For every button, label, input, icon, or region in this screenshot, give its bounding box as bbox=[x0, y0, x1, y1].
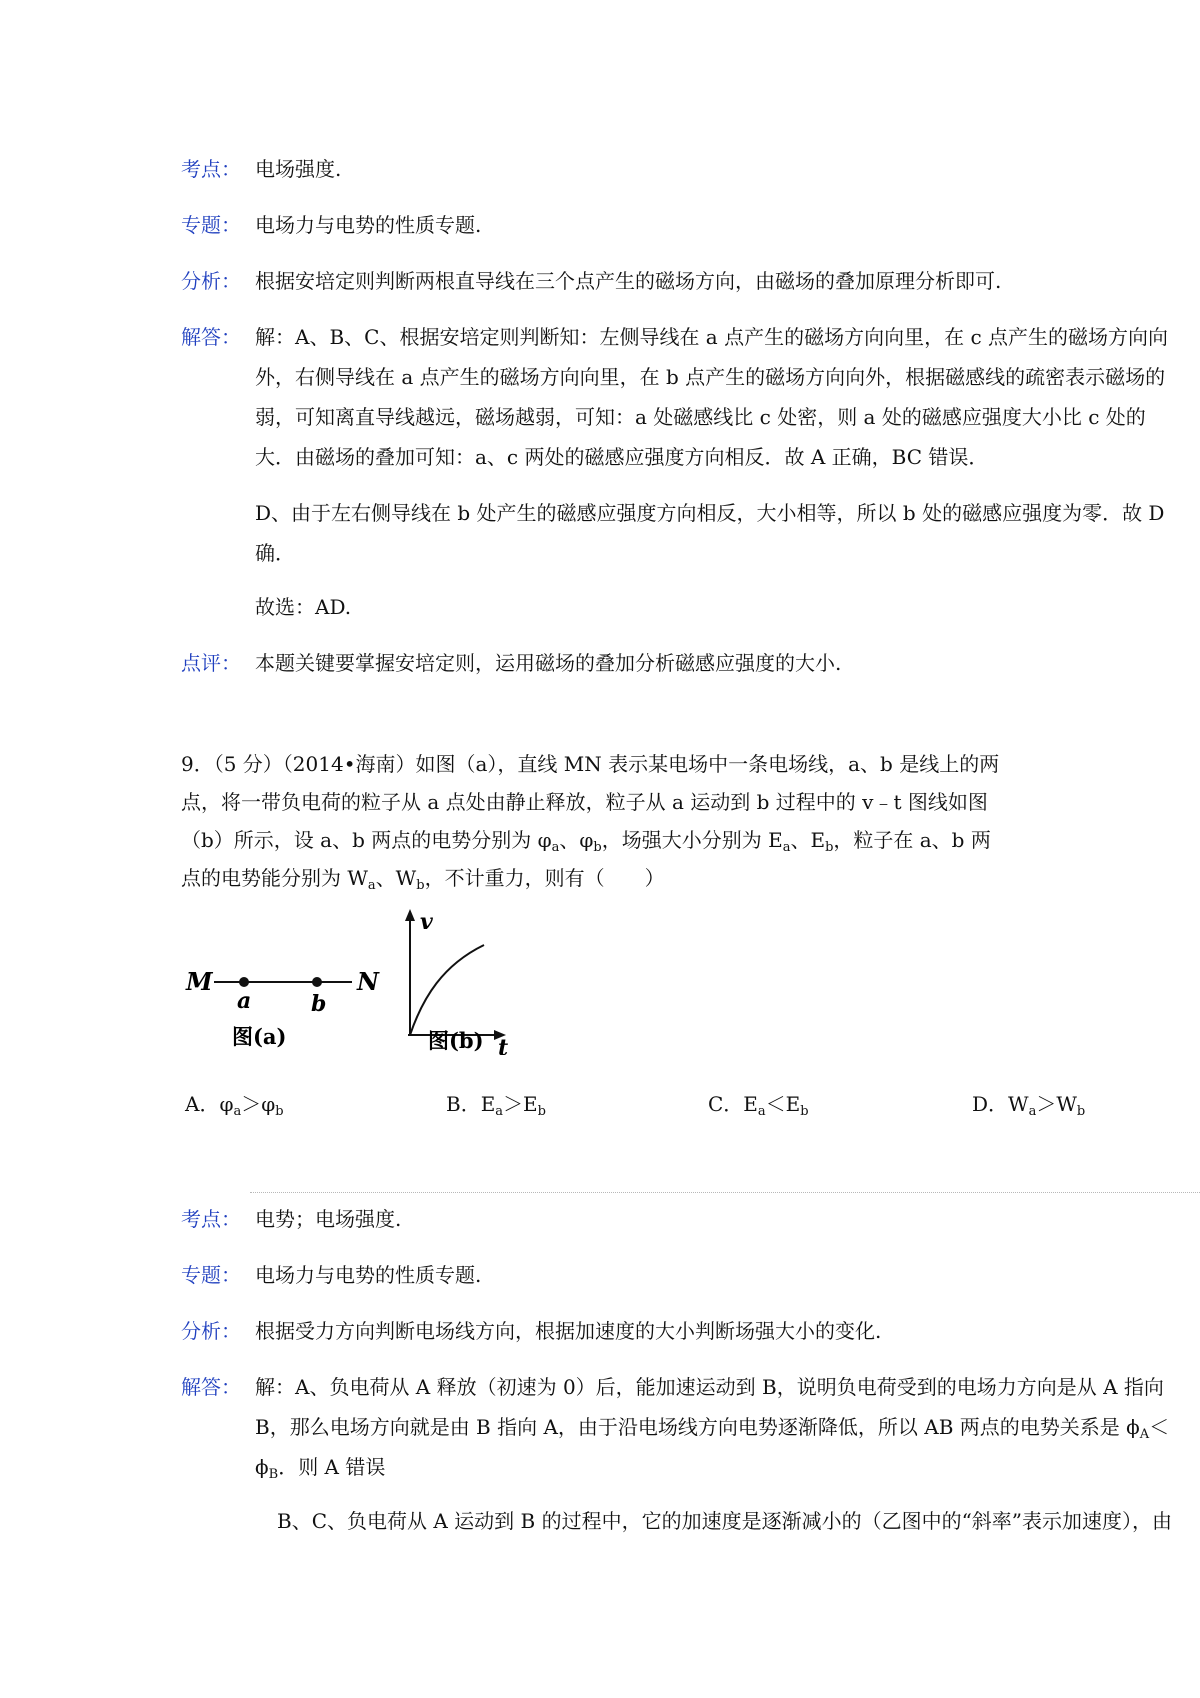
label-b: b bbox=[311, 991, 327, 1017]
option-d: D．$W_a>W_b$ bbox=[972, 1092, 1086, 1119]
jieda-2-line-2: B，那么电场方向就是由 B 指向 A，由于沿电场线方向电势逐渐降低，所以 AB 两点的电势关系是 $\phi_A<$ bbox=[255, 1415, 1170, 1442]
jieda-line-2: 外，右侧导线在 a 点产生的磁场方向向里，在 b 点产生的磁场方向向外，根据磁感线的疏密表示磁场的 bbox=[255, 365, 1166, 389]
zhuanti-2-label: 专题： bbox=[181, 1263, 241, 1287]
question-line-2: 点，将一带负电荷的粒子从 a 点处由静止释放，粒子从 a 运动到 b 过程中的 v﹣t 图线如图 bbox=[181, 790, 988, 814]
v-axis-arrow bbox=[405, 909, 415, 921]
option-a: A．$\varphi_a>\varphi_b$ bbox=[185, 1092, 284, 1119]
v-t-curve bbox=[410, 945, 484, 1035]
caption-a: 图(a) bbox=[232, 1024, 287, 1049]
zhuanti-label: 专题： bbox=[181, 213, 241, 237]
dianping-label: 点评： bbox=[181, 651, 241, 675]
jieda-line-3: 弱，可知离直导线越远，磁场越弱，可知：a 处磁感线比 c 处密，则 a 处的磁感应强度大小比 c 处的 bbox=[255, 405, 1146, 429]
jieda-2-line-3: $\phi_B$．则 A 错误 bbox=[255, 1455, 386, 1482]
kaodian-label: 考点： bbox=[181, 157, 241, 181]
fenxi-label: 分析： bbox=[181, 269, 241, 293]
option-b: B．$E_a>E_b$ bbox=[446, 1092, 546, 1119]
jieda-2-line-4: B、C、负电荷从 A 运动到 B 的过程中，它的加速度是逐渐减小的（乙图中的“斜率”表示加速度），由 bbox=[277, 1509, 1173, 1533]
fenxi-text: 根据安培定则判断两根直导线在三个点产生的磁场方向，由磁场的叠加原理分析即可. bbox=[255, 269, 1002, 293]
fenxi-2-text: 根据受力方向判断电场线方向，根据加速度的大小判断场强大小的变化. bbox=[255, 1319, 882, 1343]
jieda-line-4: 大．由磁场的叠加可知：a、c 两处的磁感应强度方向相反．故 A 正确，BC 错误． bbox=[255, 445, 989, 469]
label-t: t bbox=[498, 1035, 509, 1055]
dianping-text: 本题关键要掌握安培定则，运用磁场的叠加分析磁感应强度的大小. bbox=[255, 651, 842, 675]
section-divider bbox=[250, 1192, 1200, 1193]
jieda-2-line-1: 解：A、负电荷从 A 释放（初速为 0）后，能加速运动到 B，说明负电荷受到的电场力方向是从 A 指向 bbox=[255, 1375, 1164, 1399]
kaodian-text: 电场强度. bbox=[255, 157, 342, 181]
jieda-2-label: 解答： bbox=[181, 1375, 241, 1399]
question-line-1: 9．（5 分）（2014•海南）如图（a），直线 MN 表示某电场中一条电场线，a、b 是线上的两 bbox=[181, 752, 1000, 776]
zhuanti-text: 电场力与电势的性质专题. bbox=[255, 213, 482, 237]
fenxi-2-label: 分析： bbox=[181, 1319, 241, 1343]
label-m: M bbox=[186, 967, 213, 996]
kaodian-2-text: 电势；电场强度. bbox=[255, 1207, 402, 1231]
label-v: v bbox=[420, 909, 433, 935]
point-b-dot bbox=[312, 977, 322, 987]
point-a-dot bbox=[239, 977, 249, 987]
caption-b: 图(b) bbox=[428, 1028, 484, 1053]
question-figure bbox=[180, 905, 540, 1055]
label-n: N bbox=[357, 967, 379, 996]
zhuanti-2-text: 电场力与电势的性质专题. bbox=[255, 1263, 482, 1287]
jieda-answer: 故选：AD. bbox=[255, 595, 352, 619]
question-line-4: 点的电势能分别为 $W_a$、$W_b$，不计重力，则有（ ） bbox=[181, 866, 665, 893]
jieda-line-1: 解：A、B、C、根据安培定则判断知：左侧导线在 a 点产生的磁场方向向里，在 c 点产生的磁场方向向 bbox=[255, 325, 1168, 349]
kaodian-2-label: 考点： bbox=[181, 1207, 241, 1231]
question-line-3: （b）所示，设 a、b 两点的电势分别为 $\varphi_a$、$\varphi_b$，场强大小分别为 $E_a$、$E_b$，粒子在 a、b 两 bbox=[181, 828, 991, 855]
option-c: C．$E_a<E_b$ bbox=[708, 1092, 809, 1119]
jieda-line-6: 确． bbox=[255, 541, 295, 565]
jieda-line-5: D、由于左右侧导线在 b 处产生的磁感应强度方向相反，大小相等，所以 b 处的磁感应强度为零．故 D bbox=[255, 501, 1165, 525]
label-a: a bbox=[237, 988, 252, 1014]
jieda-label: 解答： bbox=[181, 325, 241, 349]
